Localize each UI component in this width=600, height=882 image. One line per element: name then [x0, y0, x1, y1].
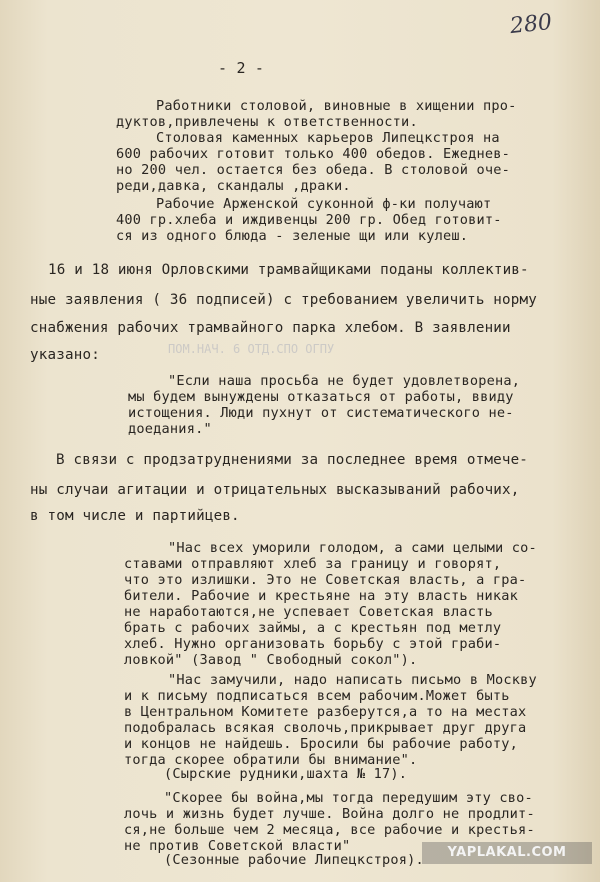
faint-stamp: ПОМ.НАЧ. 6 ОТД.СПО ОГПУ	[168, 342, 335, 356]
text-line: но 200 чел. остается без обеда. В столовой оче-	[116, 162, 511, 178]
text-line: "Скорее бы война,мы тогда передушим эту сво-	[164, 790, 533, 806]
text-line: "Если наша просьба не будет удовлетворена,	[168, 373, 521, 389]
text-line: ставами отправляют хлеб за границу и говорят,	[124, 556, 502, 572]
text-line: "Нас всех уморили голодом, а сами целыми со-	[168, 540, 537, 556]
text-line: указано:	[30, 347, 100, 363]
text-line: В связи с продзатруднениями за последнее время отмече-	[56, 452, 529, 468]
text-line: ся из одного блюда - зеленые щи или кулеш.	[116, 228, 469, 244]
text-line: подобралась всякая сволочь,прикрывает друг друга	[124, 720, 527, 736]
text-line: ные заявления ( 36 подписей) с требованием увеличить норму	[30, 292, 538, 308]
text-line: что это излишки. Это не Советская власть, а гра-	[124, 572, 527, 588]
text-line: 400 гр.хлеба и иждивенцы 200 гр. Обед готовит-	[116, 212, 502, 228]
text-line: тогда скорее обратили бы внимание".	[124, 752, 418, 768]
text-line: в том числе и партийцев.	[30, 508, 240, 524]
text-line: дуктов,привлечены к ответственности.	[116, 114, 418, 130]
text-line: и концов не найдешь. Бросили бы рабочие работу,	[124, 736, 519, 752]
archive-page-number: 280	[508, 9, 554, 40]
text-line: бители. Рабочие и крестьяне на эту власть никак	[124, 588, 519, 604]
text-line: ловкой" (Завод " Свободный сокол").	[124, 652, 418, 668]
text-line: (Сезонные рабочие Липецкстроя).	[164, 852, 424, 868]
text-line: Рабочие Арженской суконной ф-ки получают	[156, 196, 492, 212]
text-line: не против Советской власти"	[124, 838, 351, 854]
text-line: 600 рабочих готовит только 400 обедов. Ежеднев-	[116, 146, 511, 162]
text-line: ся,не больше чем 2 месяца, все рабочие и крестья-	[124, 822, 535, 838]
text-line: в Центральном Комитете разберутся,а то на местах	[124, 704, 527, 720]
text-line: брать с рабочих займы, а с крестьян под метлу	[124, 620, 502, 636]
text-line: "Нас замучили, надо написать письмо в Москву	[168, 672, 537, 688]
page-number: - 2 -	[218, 59, 265, 77]
text-line: 16 и 18 июня Орловскими трамвайщиками поданы коллектив-	[48, 262, 529, 278]
text-line: ны случаи агитации и отрицательных высказываний рабочих,	[30, 482, 520, 498]
text-line: Столовая каменных карьеров Липецкстроя на	[156, 130, 500, 146]
text-line: и к письму подписаться всем рабочим.Может быть	[124, 688, 510, 704]
text-line: мы будем вынуждены отказаться от работы, ввиду	[128, 389, 514, 405]
text-line: снабжения рабочих трамвайного парка хлебом. В заявлении	[30, 320, 511, 336]
text-line: реди,давка, скандалы ,драки.	[116, 178, 351, 194]
text-line: хлеб. Нужно организовать борьбу с этой граби-	[124, 636, 502, 652]
site-watermark: YAPLAKAL.COM	[422, 842, 592, 864]
text-line: доедания."	[128, 421, 212, 437]
text-line: не наработаются,не успевает Советская власть	[124, 604, 493, 620]
text-line: лочь и жизнь будет лучше. Война долго не продлит-	[124, 806, 535, 822]
text-line: истощения. Люди пухнут от систематического не-	[128, 405, 514, 421]
text-line: (Сырские рудники,шахта № 17).	[164, 766, 408, 782]
text-line: Работники столовой, виновные в хищении про-	[156, 98, 517, 114]
